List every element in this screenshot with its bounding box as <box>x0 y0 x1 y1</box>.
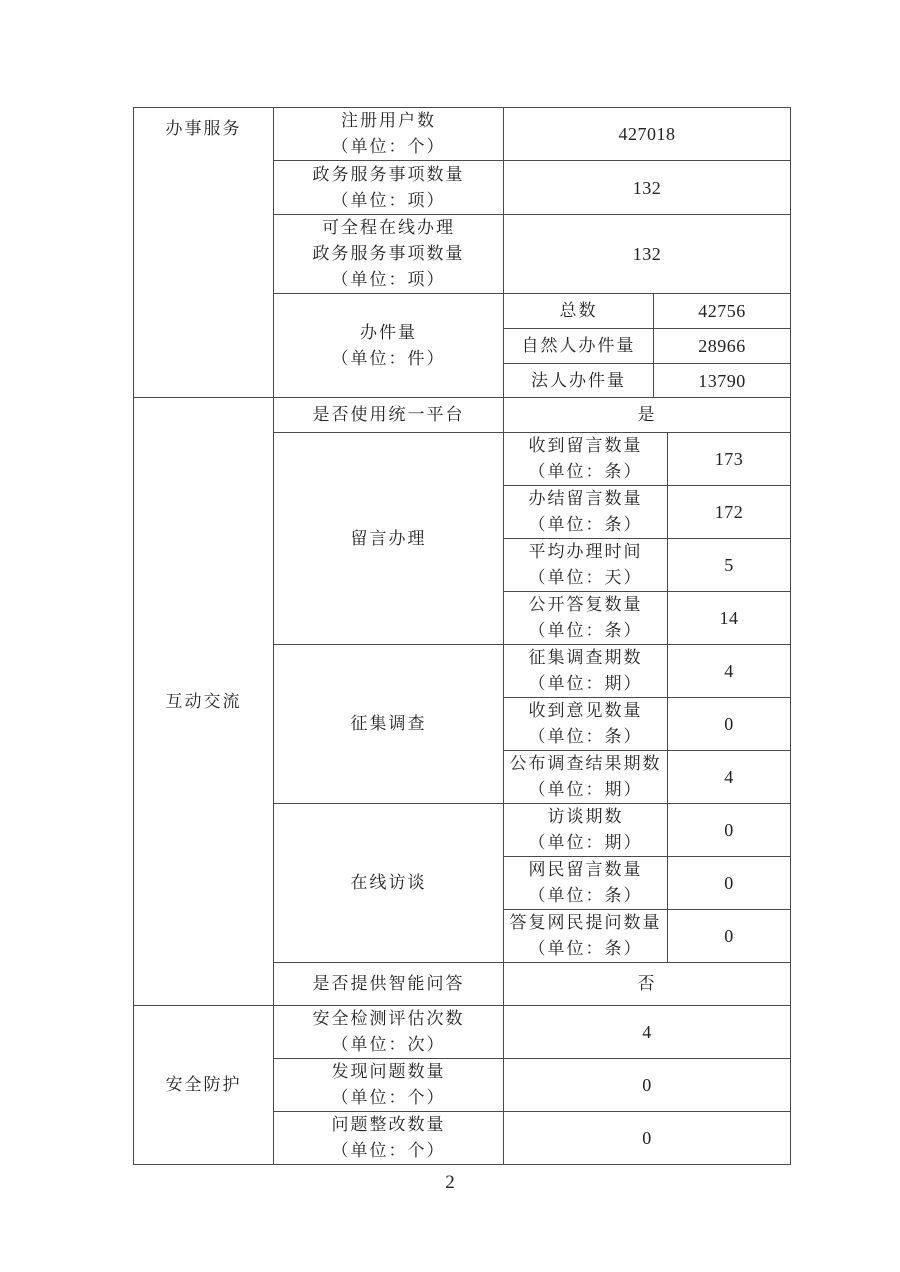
service-items-unit: （单位：项） <box>331 190 446 210</box>
online-items-label-line2: 政务服务事项数量 <box>312 244 465 263</box>
problems-found-unit: （单位：个） <box>331 1088 446 1107</box>
registered-users-unit: （单位：个） <box>331 137 446 156</box>
survey-periods-value: 4 <box>668 645 791 698</box>
registered-users-value: 427018 <box>504 108 791 161</box>
problems-fixed-value: 0 <box>504 1112 791 1165</box>
msg-received-value: 173 <box>668 433 791 486</box>
message-handling-label: 留言办理 <box>274 433 504 645</box>
online-items-label-line1: 可全程在线办理 <box>322 218 455 237</box>
msg-avg-time-value: 5 <box>668 539 791 592</box>
survey-results-value: 4 <box>668 751 791 804</box>
case-volume-label: 办件量 <box>360 322 417 342</box>
survey-opinions-label-cell <box>504 698 668 751</box>
survey-opinions-label: 收到意见数量 <box>528 701 643 720</box>
interview-periods-unit: （单位：期） <box>528 833 643 852</box>
online-items-unit: （单位：项） <box>331 270 446 289</box>
msg-completed-value: 172 <box>668 486 791 539</box>
case-volume-legal-label: 法人办件量 <box>504 364 654 398</box>
survey-opinions-unit: （单位：条） <box>528 727 643 746</box>
survey-periods-label: 征集调查期数 <box>528 648 643 667</box>
security-checks-label-cell <box>274 1006 504 1059</box>
service-items-label-cell <box>274 161 504 215</box>
problems-fixed-label-cell <box>274 1112 504 1165</box>
problems-fixed-unit: （单位：个） <box>331 1141 446 1160</box>
security-checks-unit: （单位：次） <box>331 1035 446 1054</box>
online-items-value: 132 <box>504 215 791 294</box>
survey-results-label-cell <box>504 751 668 804</box>
survey-periods-unit: （单位：期） <box>528 674 643 693</box>
interview-periods-label: 访谈期数 <box>547 807 624 826</box>
page-number: 2 <box>445 1172 455 1193</box>
survey-periods-label-cell <box>504 645 668 698</box>
survey-results-label: 公布调查结果期数 <box>509 754 662 773</box>
msg-avg-time-label: 平均办理时间 <box>528 542 643 561</box>
interview-messages-unit: （单位：条） <box>528 886 643 905</box>
case-volume-unit: （单位：件） <box>331 348 446 368</box>
problems-found-label: 发现问题数量 <box>331 1062 446 1081</box>
msg-public-reply-label: 公开答复数量 <box>528 595 643 614</box>
interview-messages-value: 0 <box>668 857 791 910</box>
survey-opinions-value: 0 <box>668 698 791 751</box>
interview-periods-value: 0 <box>668 804 791 857</box>
security-checks-value: 4 <box>504 1006 791 1059</box>
service-items-label: 政务服务事项数量 <box>312 164 465 184</box>
category-security: 安全防护 <box>134 1006 274 1165</box>
category-service: 办事服务 <box>134 108 274 398</box>
interview-messages-label: 网民留言数量 <box>528 860 643 879</box>
case-volume-natural-label: 自然人办件量 <box>504 329 654 364</box>
msg-received-label-cell <box>504 433 668 486</box>
msg-public-reply-label-cell <box>504 592 668 645</box>
msg-public-reply-unit: （单位：条） <box>528 621 643 640</box>
msg-received-unit: （单位：条） <box>528 462 643 481</box>
interview-label: 在线访谈 <box>274 804 504 963</box>
interview-replies-value: 0 <box>668 910 791 963</box>
category-interaction: 互动交流 <box>134 398 274 1006</box>
case-volume-total-label: 总数 <box>504 294 654 329</box>
msg-avg-time-label-cell <box>504 539 668 592</box>
registered-users-label-cell <box>274 108 504 161</box>
msg-completed-label-cell <box>504 486 668 539</box>
interview-messages-label-cell <box>504 857 668 910</box>
unified-platform-label: 是否使用统一平台 <box>274 398 504 433</box>
msg-received-label: 收到留言数量 <box>528 436 643 455</box>
msg-completed-label: 办结留言数量 <box>528 489 643 508</box>
survey-results-unit: （单位：期） <box>528 780 643 799</box>
case-volume-natural-value: 28966 <box>654 329 791 364</box>
problems-found-label-cell <box>274 1059 504 1112</box>
smart-qa-value: 否 <box>504 963 791 1006</box>
service-items-value: 132 <box>504 161 791 215</box>
case-volume-legal-value: 13790 <box>654 364 791 398</box>
problems-fixed-label: 问题整改数量 <box>331 1115 446 1134</box>
online-items-label-cell <box>274 215 504 294</box>
msg-public-reply-value: 14 <box>668 592 791 645</box>
interview-replies-label: 答复网民提问数量 <box>509 913 662 932</box>
case-volume-total-value: 42756 <box>654 294 791 329</box>
interview-replies-unit: （单位：条） <box>528 939 643 958</box>
interview-periods-label-cell <box>504 804 668 857</box>
msg-avg-time-unit: （单位：天） <box>528 568 643 587</box>
case-volume-label-cell <box>274 294 504 398</box>
problems-found-value: 0 <box>504 1059 791 1112</box>
interview-replies-label-cell <box>504 910 668 963</box>
unified-platform-value: 是 <box>504 398 791 433</box>
survey-label: 征集调查 <box>274 645 504 804</box>
registered-users-label: 注册用户数 <box>341 111 436 130</box>
msg-completed-unit: （单位：条） <box>528 515 643 534</box>
smart-qa-label: 是否提供智能问答 <box>274 963 504 1006</box>
security-checks-label: 安全检测评估次数 <box>312 1009 465 1028</box>
statistics-table <box>133 107 791 1165</box>
